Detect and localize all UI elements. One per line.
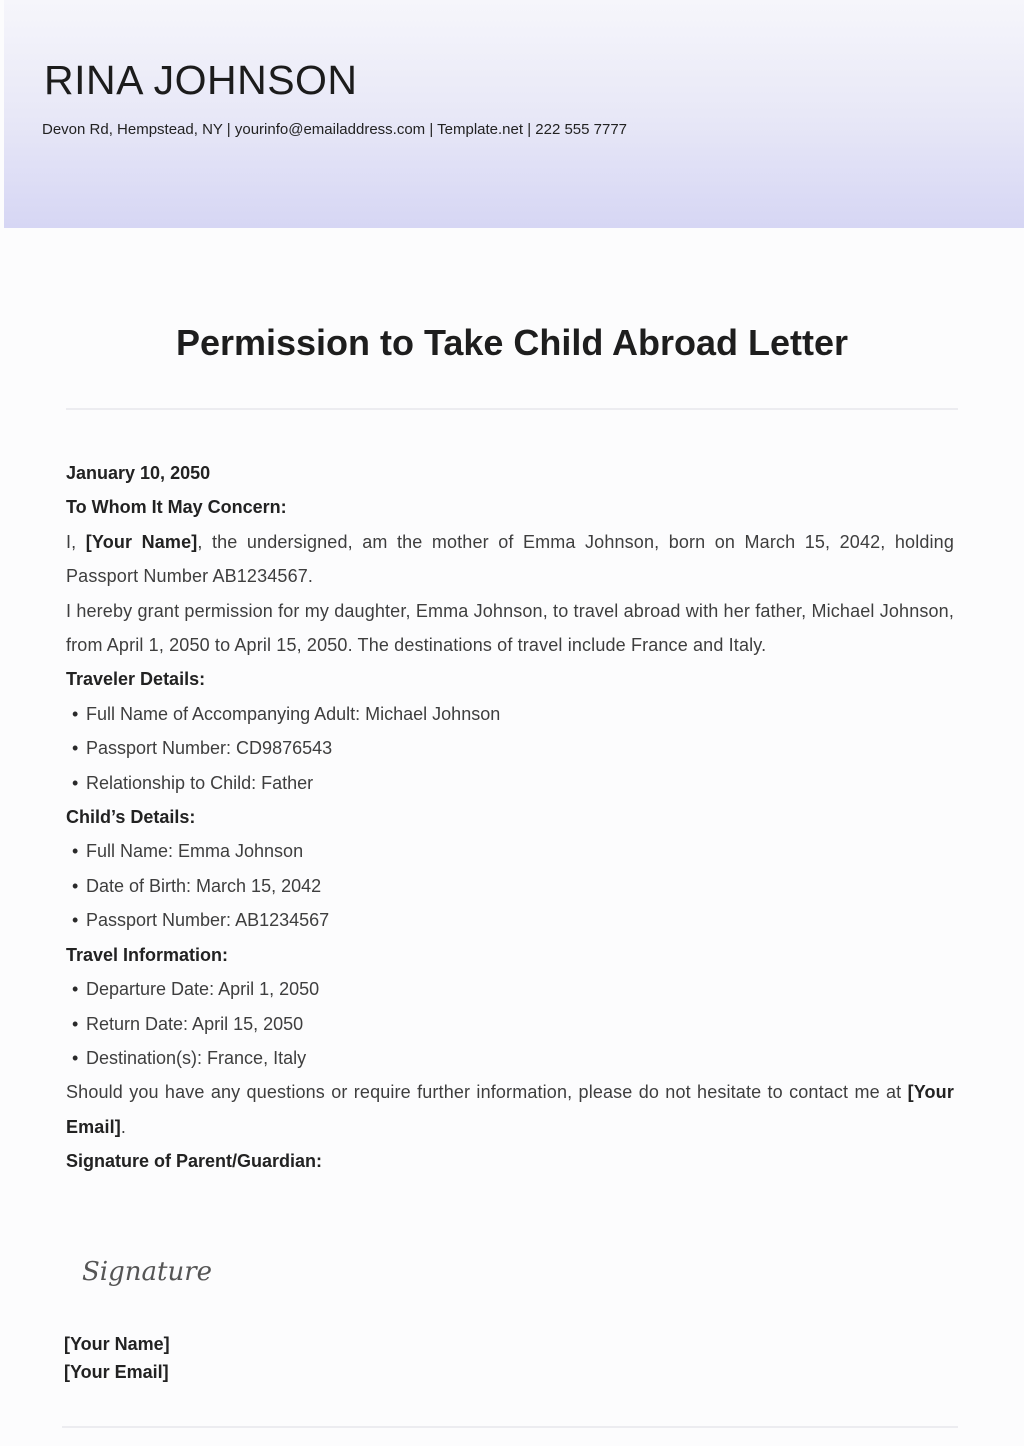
travel-information-list xyxy=(66,972,954,1075)
closing-block xyxy=(64,1330,170,1386)
closing-email: [Your Email] xyxy=(64,1362,169,1382)
list-item xyxy=(66,903,954,937)
list-item-text: Return Date: April 15, 2050 xyxy=(86,1013,304,1034)
list-item xyxy=(66,697,954,731)
letter-date: January 10, 2050 xyxy=(66,463,211,483)
list-item xyxy=(66,1041,954,1075)
traveler-details-list xyxy=(66,697,954,800)
list-item xyxy=(66,869,954,903)
closing-name: [Your Name] xyxy=(64,1334,170,1354)
footer-divider xyxy=(62,1426,958,1428)
list-item xyxy=(66,972,954,1006)
list-item-text: Destination(s): France, Italy xyxy=(86,1047,307,1068)
list-item-text: Relationship to Child: Father xyxy=(86,772,314,793)
bullet-icon: • xyxy=(72,703,79,724)
your-name-placeholder: [Your Name] xyxy=(85,531,198,552)
intro-paragraph xyxy=(66,525,954,594)
signature-text: Signature xyxy=(82,1257,213,1287)
permission-paragraph: I hereby grant permission for my daughter, Emma Johnson, to travel abroad with her father, Michael Johnson, from April 1, 2050 to April 15, 2050. The destinations of travel include France and Italy. xyxy=(66,600,954,656)
child-details-list xyxy=(66,834,954,937)
contact-suffix: . xyxy=(120,1116,127,1137)
intro-suffix: , the undersigned, am the mother of Emma Johnson, born on March 15, 2042, holding Passport Number AB1234567. xyxy=(66,531,954,587)
list-item-text: Passport Number: CD9876543 xyxy=(86,738,333,759)
your-email-placeholder: [Your Email] xyxy=(66,1082,954,1137)
traveler-details-heading: Traveler Details: xyxy=(66,669,206,690)
list-item xyxy=(66,731,954,765)
sender-contact-line: Devon Rd, Hempstead, NY | yourinfo@emailaddress.com | Template.net | 222 555 7777 xyxy=(42,121,628,138)
bullet-icon: • xyxy=(72,1047,79,1068)
bullet-icon: • xyxy=(72,1013,79,1034)
list-item-text: Full Name of Accompanying Adult: Michael Johnson xyxy=(86,703,501,724)
list-item-text: Departure Date: April 1, 2050 xyxy=(86,979,320,1000)
bullet-icon: • xyxy=(72,772,79,793)
bullet-icon: • xyxy=(72,841,79,862)
contact-prefix: Should you have any questions or require further information, please do not hesitate to contact me at xyxy=(66,1082,908,1103)
list-item xyxy=(66,766,954,800)
intro-prefix: I, xyxy=(66,531,86,552)
list-item-text: Passport Number: AB1234567 xyxy=(86,910,330,931)
child-details-heading: Child’s Details: xyxy=(66,807,196,828)
bullet-icon: • xyxy=(72,979,79,1000)
travel-information-heading: Travel Information: xyxy=(66,944,229,965)
list-item-text: Date of Birth: March 15, 2042 xyxy=(86,875,322,896)
list-item xyxy=(66,834,954,868)
sender-name: RINA JOHNSON xyxy=(44,57,358,103)
bullet-icon: • xyxy=(72,910,79,931)
signature-heading: Signature of Parent/Guardian: xyxy=(66,1151,323,1172)
salutation: To Whom It May Concern: xyxy=(66,497,287,518)
letterhead-banner xyxy=(4,0,1024,228)
contact-paragraph xyxy=(66,1075,954,1144)
bullet-icon: • xyxy=(72,738,79,759)
document-title: Permission to Take Child Abroad Letter xyxy=(175,322,849,363)
title-divider xyxy=(66,408,958,410)
list-item-text: Full Name: Emma Johnson xyxy=(86,841,304,862)
letter-body xyxy=(66,456,954,1179)
list-item xyxy=(66,1007,954,1041)
bullet-icon: • xyxy=(72,875,79,896)
signature-image xyxy=(80,1246,220,1292)
